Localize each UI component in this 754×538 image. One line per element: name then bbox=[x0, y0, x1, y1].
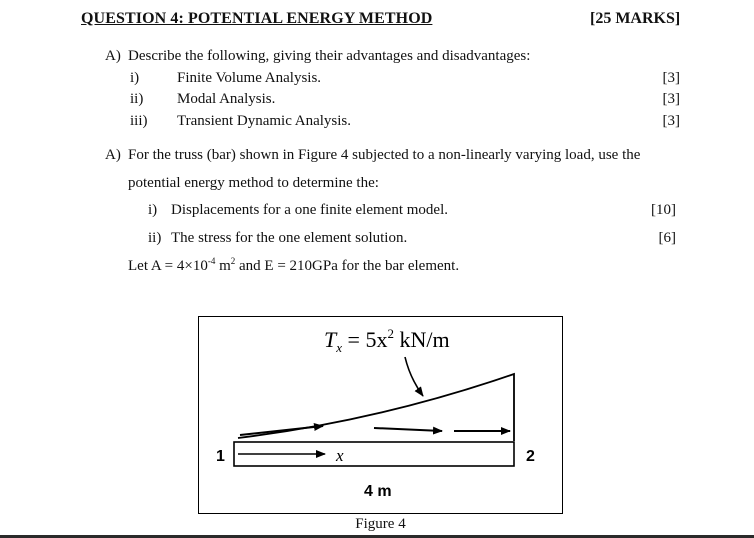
part-b-item-text: The stress for the one element solution. bbox=[171, 230, 408, 246]
node-2-label: 2 bbox=[526, 448, 535, 465]
part-a-item-text: Modal Analysis. bbox=[177, 91, 276, 107]
given-exponent: -4 bbox=[207, 256, 216, 266]
part-b-item-num: i) bbox=[148, 202, 158, 218]
part-b-item-marks: [10] bbox=[651, 202, 676, 218]
question-title: QUESTION 4: POTENTIAL ENERGY METHOD bbox=[81, 10, 433, 27]
figure-caption: Figure 4 bbox=[355, 516, 406, 532]
part-b-line-2: potential energy method to determine the: bbox=[128, 175, 379, 191]
load-subscript: x bbox=[336, 340, 343, 355]
part-a-label: A) bbox=[105, 48, 121, 64]
part-b-label: A) bbox=[105, 147, 121, 163]
part-b-item-num: ii) bbox=[148, 230, 162, 246]
load-symbol: T bbox=[324, 327, 337, 352]
given-unit-exponent: 2 bbox=[230, 256, 236, 266]
given-unit: m bbox=[215, 258, 231, 274]
part-b-item-marks: [6] bbox=[658, 230, 676, 246]
traction-arrow-2 bbox=[374, 428, 442, 431]
part-a-item-text: Finite Volume Analysis. bbox=[177, 70, 322, 86]
part-a-item-marks: [3] bbox=[662, 70, 680, 86]
part-b-line-1: For the truss (bar) shown in Figure 4 subjected to a non-linearly varying load, use the bbox=[128, 147, 641, 163]
given-values bbox=[128, 258, 459, 275]
part-a-item-num: i) bbox=[130, 70, 140, 86]
given-suffix: and E = 210GPa for the bar element. bbox=[235, 258, 460, 274]
part-b-item-text: Displacements for a one finite element model. bbox=[171, 202, 448, 218]
part-a-item-text: Transient Dynamic Analysis. bbox=[177, 113, 352, 129]
part-a-item-num: iii) bbox=[130, 113, 148, 129]
part-a-item-num: ii) bbox=[130, 91, 144, 107]
x-axis-label: x bbox=[336, 446, 344, 465]
load-eq: = 5x bbox=[342, 327, 388, 352]
load-unit: kN/m bbox=[393, 327, 450, 352]
node-1-label: 1 bbox=[216, 448, 225, 465]
part-a-item-marks: [3] bbox=[662, 113, 680, 129]
part-a-intro: Describe the following, giving their advantages and disadvantages: bbox=[128, 48, 531, 64]
load-equation bbox=[324, 326, 450, 355]
total-marks: [25 MARKS] bbox=[590, 10, 681, 27]
given-prefix: Let A = 4×10 bbox=[128, 258, 208, 274]
part-a-item-marks: [3] bbox=[662, 91, 680, 107]
length-label: 4 m bbox=[364, 483, 392, 500]
load-exponent: 2 bbox=[387, 326, 394, 341]
load-pointer-arrow bbox=[405, 357, 423, 396]
truss-diagram bbox=[198, 316, 563, 514]
traction-arrow-1 bbox=[240, 426, 323, 435]
